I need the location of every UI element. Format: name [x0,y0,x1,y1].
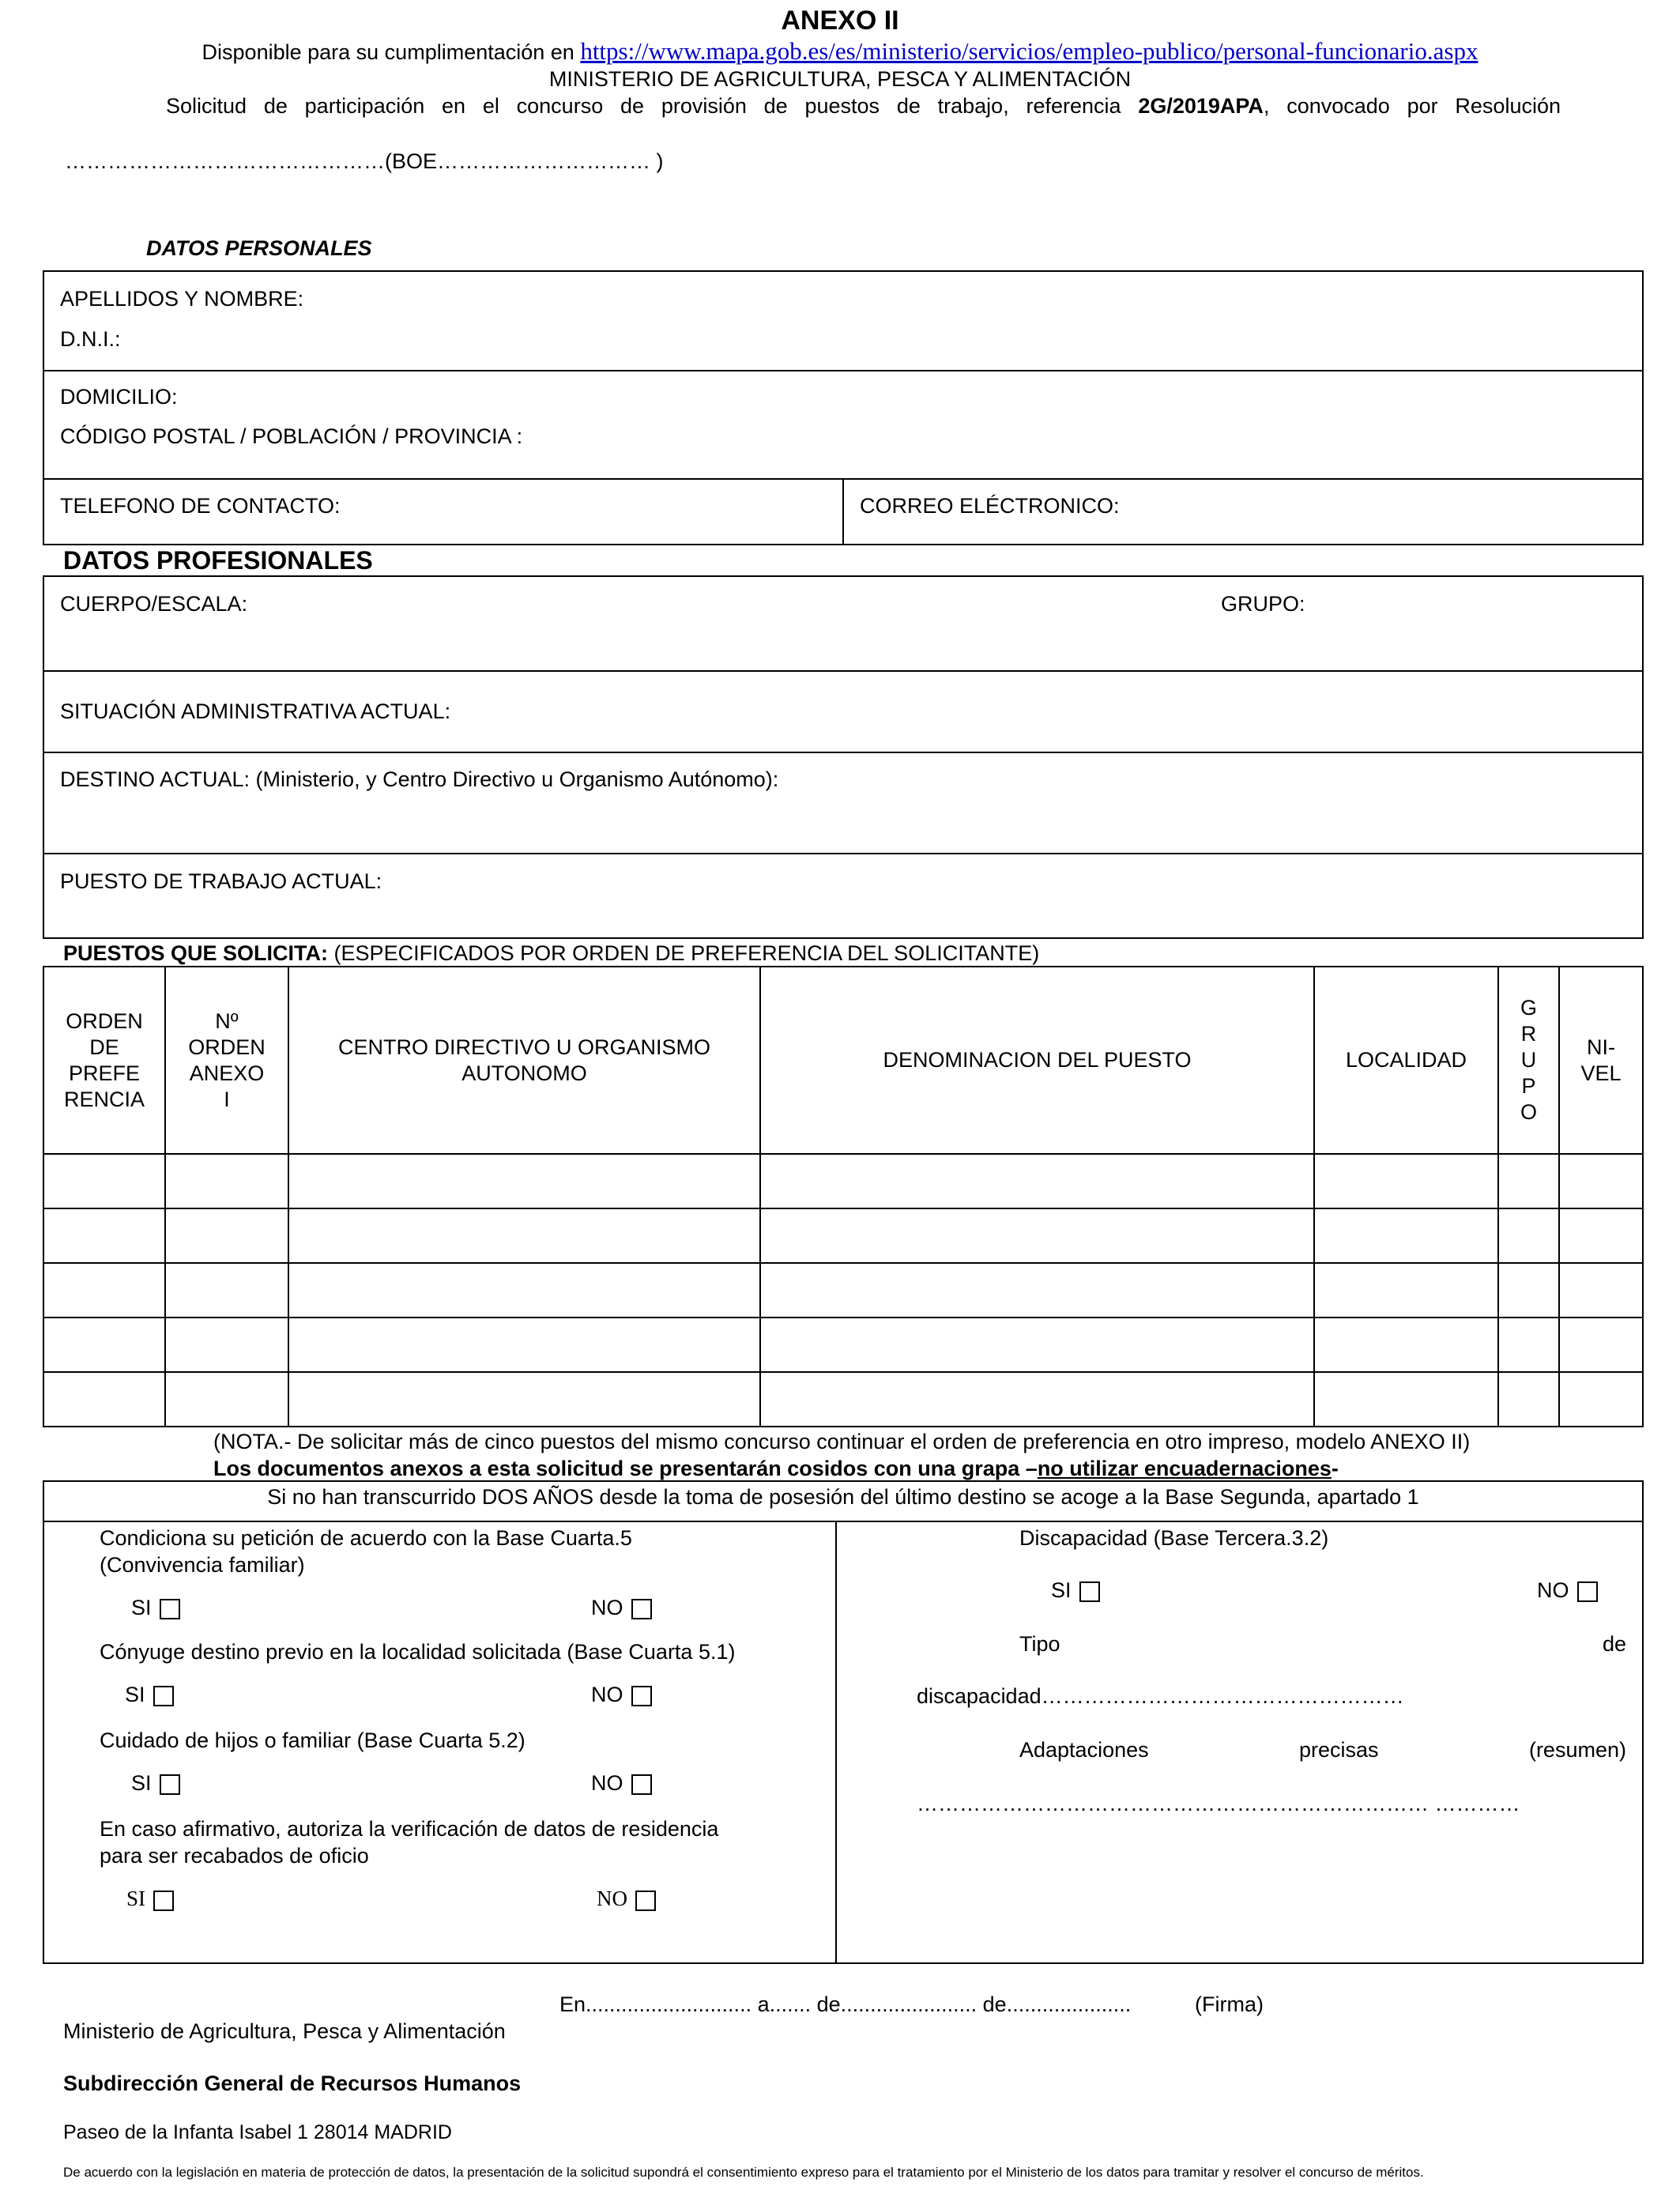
name-label: APELLIDOS Y NOMBRE: [60,287,304,311]
disability-type-word: de [1602,1632,1626,1656]
col-header-job-name: DENOMINACION DEL PUESTO [883,1048,1192,1072]
documents-notice [213,1456,1339,1482]
spouse-question: Cónyuge destino previo en la localidad solicitada (Base Cuarta 5.1) [100,1640,736,1664]
col-header-locality: LOCALIDAD [1345,1048,1467,1072]
residence-yes-checkbox[interactable] [153,1891,174,1911]
disability-type-row [1019,1631,1626,1657]
col-header-annex-number: Nº ORDEN ANEXO I [188,1008,266,1111]
personal-divider-1 [43,370,1644,371]
form-url-link[interactable]: https://www.mapa.gob.es/es/ministerio/servicios/empleo-publico/personal-funcionario.aspx [580,37,1478,65]
family-condition-question-2: (Convivencia familiar) [100,1553,305,1577]
footer-address: Paseo de la Infanta Isabel 1 28014 MADRID [63,2121,452,2143]
adaptations-word: Adaptaciones [1019,1738,1149,1762]
no-label: NO [597,1887,627,1910]
personal-divider-vertical [842,478,844,545]
yes-label: SI [1051,1578,1072,1602]
family-condition-no-checkbox[interactable] [631,1599,652,1619]
current-job-label: PUESTO DE TRABAJO ACTUAL: [60,869,382,893]
conditions-header-divider [43,1521,1644,1522]
positions-heading-bold: PUESTOS QUE SOLICITA: [63,941,329,965]
family-condition-yes-checkbox[interactable] [160,1599,180,1619]
adaptations-field[interactable]: ……………………………………………………………… ………… [917,1792,1520,1815]
table-row[interactable] [44,1209,1642,1262]
current-destination-label: DESTINO ACTUAL: (Ministerio, y Centro Directivo u Organismo Autónomo): [60,767,779,791]
availability-line [0,38,1680,66]
childcare-no-checkbox[interactable] [631,1774,652,1795]
documents-notice-pre: Los documentos anexos a esta solicitud se presentarán cosidos con una grapa – [213,1457,1038,1480]
positions-note: (NOTA.- De solicitar más de cinco puestos del mismo concurso continuar el orden de preferencia en otro impreso, modelo ANEXO II) [213,1430,1471,1453]
request-boe-line: ………………………………………(BOE………………………… ) [65,149,664,173]
yes-label: SI [126,1887,146,1910]
spouse-yes[interactable] [125,1682,174,1708]
place-date-line[interactable]: En............................ a....... de....................... de..................... [559,1992,1132,2016]
request-line [166,93,1561,119]
adaptations-word: precisas [1299,1738,1379,1762]
privacy-notice: De acuerdo con la legislación en materia de protección de datos, la presentación de la solicitud supondrá el consentimiento expreso para el tratamiento por el Ministerio de los datos para tramitar y resolver el concurso de méritos. [63,2165,1424,2180]
table-row[interactable] [44,1318,1642,1371]
professional-data-heading: DATOS PROFESIONALES [63,546,373,575]
residence-yes[interactable] [126,1886,174,1912]
availability-prefix: Disponible para su cumplimentación en [202,40,581,64]
table-row[interactable] [44,1373,1642,1426]
childcare-yes-checkbox[interactable] [160,1774,180,1795]
family-condition-yes[interactable] [131,1595,180,1621]
residence-verification-question-2: para ser recabados de oficio [100,1844,369,1868]
admin-situation-label: SITUACIÓN ADMINISTRATIVA ACTUAL: [60,699,451,723]
spouse-no-checkbox[interactable] [631,1686,652,1706]
disability-no[interactable] [1537,1578,1598,1604]
professional-divider-1 [43,670,1644,672]
disability-type-field[interactable]: discapacidad…………………………………………… [917,1684,1404,1708]
request-reference: 2G/2019APA [1138,94,1264,118]
residence-no[interactable] [597,1886,656,1912]
yes-label: SI [131,1596,152,1619]
conditions-vertical-divider [835,1521,837,1964]
two-years-notice: Si no han transcurrido DOS AÑOS desde la toma de posesión del último destino se acoge a la Base Segunda, apartado 1 [267,1485,1419,1509]
col-header-level: NI- VEL [1580,1035,1622,1085]
body-scale-label: CUERPO/ESCALA: [60,592,248,616]
disability-yes[interactable] [1051,1578,1100,1604]
request-text-post: , convocado por Resolución [1263,94,1561,118]
positions-heading-rest: (ESPECIFICADOS POR ORDEN DE PREFERENCIA DEL SOLICITANTE) [328,941,1040,965]
phone-label: TELEFONO DE CONTACTO: [60,494,341,518]
table-row[interactable] [44,1264,1642,1317]
residence-verification-question: En caso afirmativo, autoriza la verificación de datos de residencia [100,1817,719,1841]
yes-label: SI [125,1683,145,1706]
adaptations-word: (resumen) [1528,1738,1626,1762]
adaptations-row [1019,1737,1626,1763]
documents-notice-underlined: no utilizar encuadernaciones [1037,1457,1332,1480]
footer-ministry: Ministerio de Agricultura, Pesca y Alimentación [63,2019,506,2043]
email-label: CORREO ELÉCTRONICO: [860,494,1120,518]
family-condition-question: Condiciona su petición de acuerdo con la Base Cuarta.5 [100,1526,632,1550]
postal-label: CÓDIGO POSTAL / POBLACIÓN / PROVINCIA : [60,424,523,448]
request-text-pre: Solicitud de participación en el concurso de provisión de puestos de trabajo, referencia [166,94,1139,118]
professional-divider-3 [43,853,1644,854]
ministry-line: MINISTERIO DE AGRICULTURA, PESCA Y ALIMENTACIÓN [548,67,1132,91]
disability-no-checkbox[interactable] [1577,1581,1598,1602]
address-label: DOMICILIO: [60,385,178,409]
disability-type-word: Tipo [1019,1632,1060,1656]
col-header-preference-order: ORDEN DE PREFE RENCIA [63,1008,145,1111]
no-label: NO [591,1596,623,1619]
disability-label: Discapacidad (Base Tercera.3.2) [1019,1526,1329,1550]
positions-heading [63,941,1039,967]
dni-label: D.N.I.: [60,327,121,351]
childcare-question: Cuidado de hijos o familiar (Base Cuarta 5.2) [100,1728,525,1752]
childcare-yes[interactable] [131,1770,180,1796]
col-header-group: G R U P O [1520,996,1537,1124]
residence-no-checkbox[interactable] [635,1891,656,1911]
footer-subdirectorate: Subdirección General de Recursos Humanos [63,2071,522,2095]
family-condition-no[interactable] [591,1595,652,1621]
signature-label: (Firma) [1195,1992,1264,2016]
table-row[interactable] [44,1155,1642,1208]
spouse-yes-checkbox[interactable] [153,1686,174,1706]
document-title: ANEXO II [781,6,899,36]
personal-data-heading: DATOS PERSONALES [146,236,372,260]
professional-divider-2 [43,752,1644,753]
yes-label: SI [131,1771,152,1795]
documents-notice-post: - [1331,1457,1339,1480]
no-label: NO [1537,1578,1569,1602]
col-header-directive-center: CENTRO DIRECTIVO U ORGANISMO AUTONOMO [337,1035,711,1085]
spouse-no[interactable] [591,1682,652,1708]
group-label: GRUPO: [1221,592,1305,616]
no-label: NO [591,1683,623,1706]
childcare-no[interactable] [591,1770,652,1796]
disability-yes-checkbox[interactable] [1079,1581,1100,1602]
no-label: NO [591,1771,623,1795]
